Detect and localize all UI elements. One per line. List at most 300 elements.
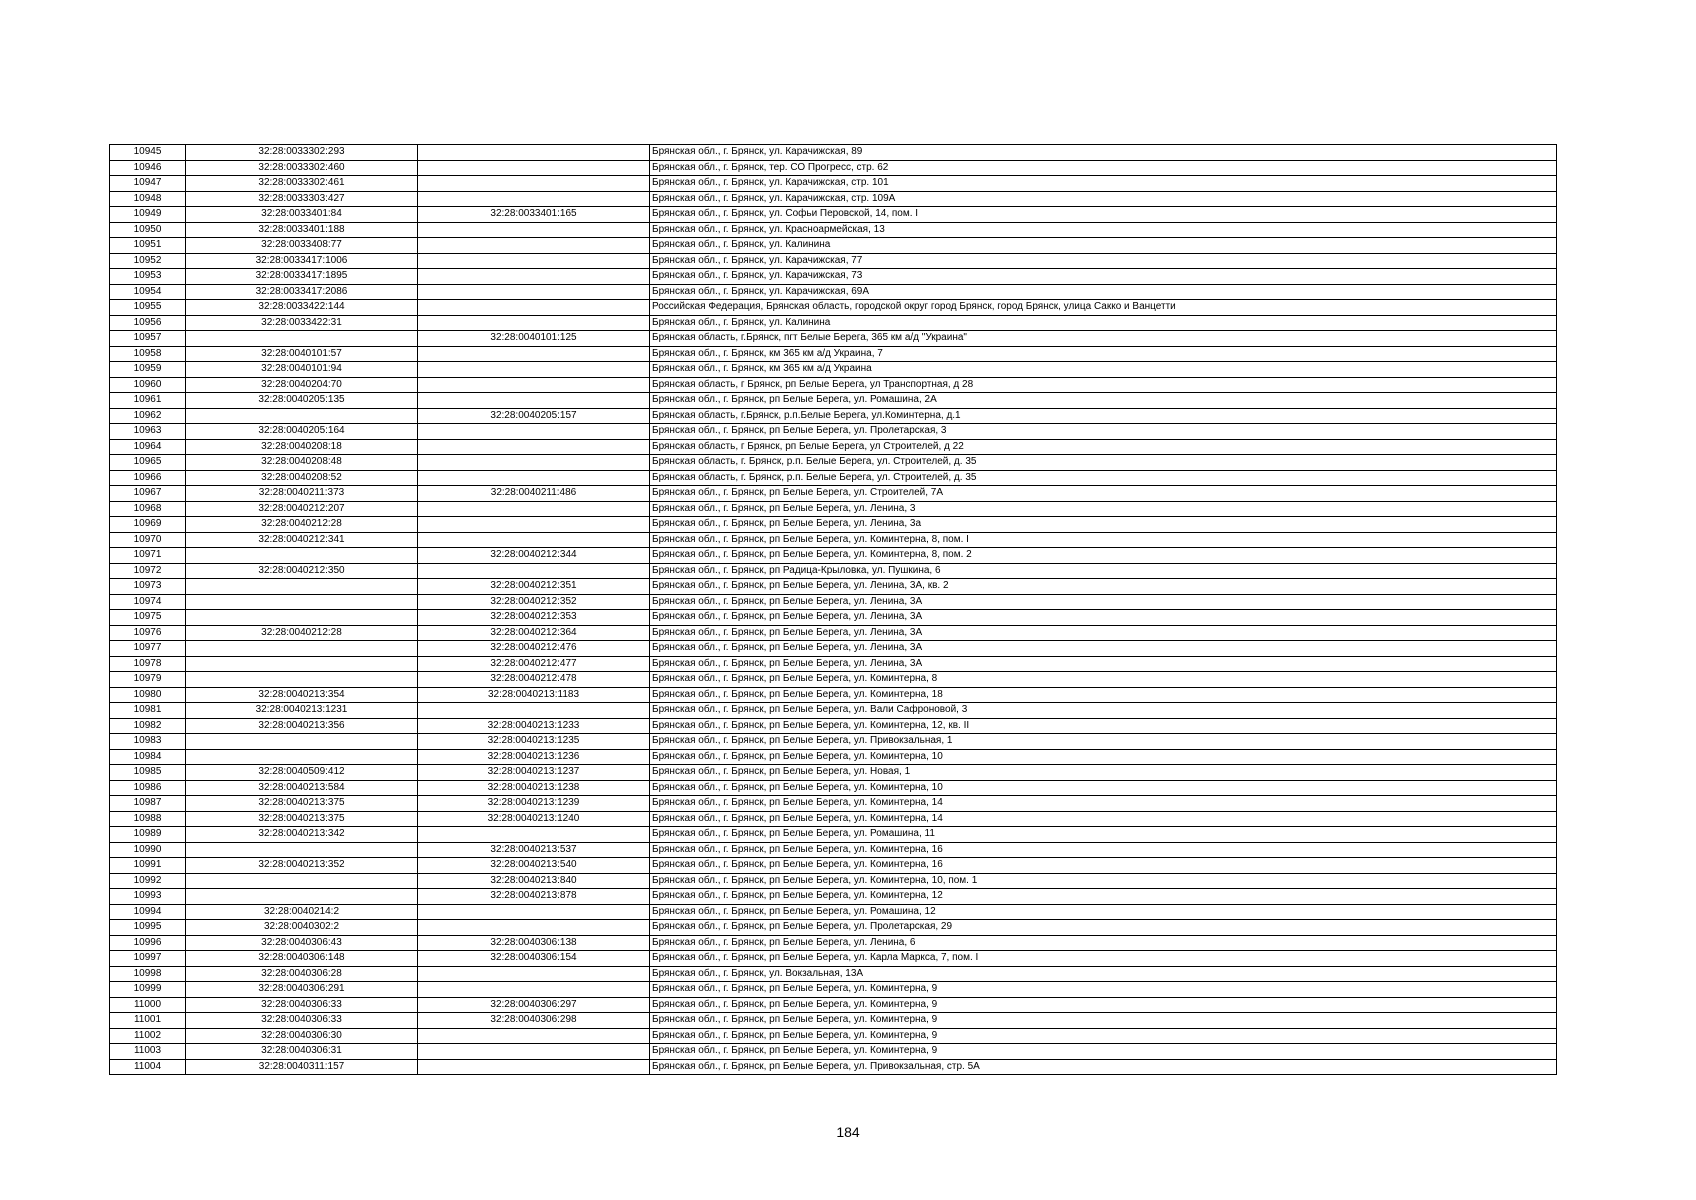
row-number-cell: 11000 — [110, 997, 186, 1013]
address-cell: Брянская обл., г. Брянск, рп Белые Берега, ул. Коминтерна, 8, пом. 2 — [650, 548, 1557, 564]
address-cell: Брянская обл., г. Брянск, рп Белые Берега, ул. Ленина, 3А — [650, 656, 1557, 672]
cadastral-number-cell — [186, 656, 418, 672]
related-cadastral-number-cell — [418, 827, 650, 843]
address-cell: Брянская обл., г. Брянск, рп Белые Берега, ул. Коминтерна, 16 — [650, 858, 1557, 874]
related-cadastral-number-cell — [418, 300, 650, 316]
related-cadastral-number-cell: 32:28:0040306:297 — [418, 997, 650, 1013]
table-row — [110, 346, 1557, 362]
cadastral-number-cell: 32:28:0040208:48 — [186, 455, 418, 471]
address-cell: Брянская обл., г. Брянск, рп Белые Берега, ул. Ромашина, 12 — [650, 904, 1557, 920]
related-cadastral-number-cell: 32:28:0040101:125 — [418, 331, 650, 347]
related-cadastral-number-cell — [418, 362, 650, 378]
address-cell: Брянская обл., г. Брянск, рп Белые Берега, ул. Ленина, 3А — [650, 641, 1557, 657]
related-cadastral-number-cell — [418, 470, 650, 486]
cadastral-number-cell: 32:28:0040311:157 — [186, 1059, 418, 1075]
related-cadastral-number-cell: 32:28:0040213:1233 — [418, 718, 650, 734]
table-row — [110, 1044, 1557, 1060]
address-cell: Брянская обл., г. Брянск, км 365 км а/д Украина — [650, 362, 1557, 378]
table-row — [110, 749, 1557, 765]
address-cell: Брянская обл., г. Брянск, ул. Вокзальная, 13А — [650, 966, 1557, 982]
cadastral-number-cell: 32:28:0040211:373 — [186, 486, 418, 502]
table-row — [110, 408, 1557, 424]
cadastral-number-cell: 32:28:0033401:188 — [186, 222, 418, 238]
table-row — [110, 873, 1557, 889]
cadastral-number-cell: 32:28:0040306:30 — [186, 1028, 418, 1044]
row-number-cell: 10993 — [110, 889, 186, 905]
row-number-cell: 10985 — [110, 765, 186, 781]
address-cell: Брянская обл., г. Брянск, рп Белые Берега, ул. Коминтерна, 10, пом. 1 — [650, 873, 1557, 889]
table-row — [110, 1013, 1557, 1029]
table-row — [110, 548, 1557, 564]
row-number-cell: 10979 — [110, 672, 186, 688]
table-row — [110, 718, 1557, 734]
cadastral-number-cell: 32:28:0040212:350 — [186, 563, 418, 579]
table-row — [110, 641, 1557, 657]
table-row — [110, 207, 1557, 223]
cadastral-number-cell — [186, 594, 418, 610]
table-row — [110, 796, 1557, 812]
address-cell: Брянская обл., г. Брянск, рп Белые Берега, ул. Ленина, 3 — [650, 501, 1557, 517]
address-cell: Брянская обл., г. Брянск, рп Белые Берега, ул. Коминтерна, 14 — [650, 796, 1557, 812]
table-row — [110, 176, 1557, 192]
row-number-cell: 11002 — [110, 1028, 186, 1044]
table-row — [110, 951, 1557, 967]
cadastral-number-cell — [186, 734, 418, 750]
related-cadastral-number-cell — [418, 501, 650, 517]
related-cadastral-number-cell — [418, 393, 650, 409]
address-cell: Брянская обл., г. Брянск, рп Белые Берега, ул. Коминтерна, 10 — [650, 780, 1557, 796]
row-number-cell: 10960 — [110, 377, 186, 393]
related-cadastral-number-cell: 32:28:0040213:1240 — [418, 811, 650, 827]
row-number-cell: 10977 — [110, 641, 186, 657]
row-number-cell: 10972 — [110, 563, 186, 579]
related-cadastral-number-cell: 32:28:0033401:165 — [418, 207, 650, 223]
address-cell: Брянская обл., г. Брянск, рп Белые Берега, ул. Ленина, 6 — [650, 935, 1557, 951]
related-cadastral-number-cell: 32:28:0040213:878 — [418, 889, 650, 905]
address-cell: Брянская обл., г. Брянск, рп Белые Берега, ул. Коминтерна, 9 — [650, 1028, 1557, 1044]
table-row — [110, 858, 1557, 874]
cadastral-number-cell: 32:28:0040213:352 — [186, 858, 418, 874]
row-number-cell: 10969 — [110, 517, 186, 533]
address-cell: Брянская обл., г. Брянск, ул. Карачижская, 69А — [650, 284, 1557, 300]
related-cadastral-number-cell — [418, 563, 650, 579]
table-row — [110, 827, 1557, 843]
related-cadastral-number-cell: 32:28:0040213:1183 — [418, 687, 650, 703]
related-cadastral-number-cell — [418, 176, 650, 192]
address-cell: Брянская обл., г. Брянск, км 365 км а/д Украина, 7 — [650, 346, 1557, 362]
row-number-cell: 10990 — [110, 842, 186, 858]
cadastral-number-cell: 32:28:0040101:57 — [186, 346, 418, 362]
row-number-cell: 10989 — [110, 827, 186, 843]
table-row — [110, 966, 1557, 982]
row-number-cell: 10981 — [110, 703, 186, 719]
table-row — [110, 424, 1557, 440]
cadastral-number-cell — [186, 408, 418, 424]
table-row — [110, 284, 1557, 300]
address-cell: Брянская область, г.Брянск, пгт Белые Берега, 365 км а/д "Украина" — [650, 331, 1557, 347]
address-cell: Брянская обл., г. Брянск, рп Белые Берега, ул. Коминтерна, 16 — [650, 842, 1557, 858]
related-cadastral-number-cell — [418, 315, 650, 331]
related-cadastral-number-cell: 32:28:0040213:1238 — [418, 780, 650, 796]
table-row — [110, 191, 1557, 207]
row-number-cell: 10948 — [110, 191, 186, 207]
cadastral-number-cell — [186, 889, 418, 905]
row-number-cell: 10995 — [110, 920, 186, 936]
cadastral-number-cell: 32:28:0033422:31 — [186, 315, 418, 331]
related-cadastral-number-cell — [418, 1028, 650, 1044]
page-number: 184 — [836, 1124, 860, 1140]
address-cell: Брянская обл., г. Брянск, рп Белые Берега, ул. Новая, 1 — [650, 765, 1557, 781]
related-cadastral-number-cell — [418, 377, 650, 393]
row-number-cell: 11004 — [110, 1059, 186, 1075]
address-cell: Брянская обл., г. Брянск, ул. Карачижская, стр. 101 — [650, 176, 1557, 192]
cadastral-number-cell: 32:28:0040213:342 — [186, 827, 418, 843]
related-cadastral-number-cell: 32:28:0040212:351 — [418, 579, 650, 595]
cadastral-number-cell: 32:28:0033302:460 — [186, 160, 418, 176]
table-row — [110, 656, 1557, 672]
table-row — [110, 889, 1557, 905]
address-cell: Брянская обл., г. Брянск, ул. Калинина — [650, 315, 1557, 331]
cadastral-number-cell: 32:28:0033417:1006 — [186, 253, 418, 269]
related-cadastral-number-cell — [418, 222, 650, 238]
related-cadastral-number-cell: 32:28:0040213:1235 — [418, 734, 650, 750]
row-number-cell: 10999 — [110, 982, 186, 998]
related-cadastral-number-cell — [418, 439, 650, 455]
address-cell: Брянская область, г Брянск, рп Белые Берега, ул Строителей, д 22 — [650, 439, 1557, 455]
row-number-cell: 10965 — [110, 455, 186, 471]
related-cadastral-number-cell — [418, 1059, 650, 1075]
row-number-cell: 10945 — [110, 145, 186, 161]
related-cadastral-number-cell: 32:28:0040306:154 — [418, 951, 650, 967]
row-number-cell: 10959 — [110, 362, 186, 378]
address-cell: Брянская обл., г. Брянск, рп Белые Берега, ул. Ленина, 3А, кв. 2 — [650, 579, 1557, 595]
table-row — [110, 470, 1557, 486]
table-row — [110, 703, 1557, 719]
address-cell: Брянская обл., г. Брянск, ул. Карачижская, 73 — [650, 269, 1557, 285]
cadastral-number-cell: 32:28:0040509:412 — [186, 765, 418, 781]
table-row — [110, 842, 1557, 858]
address-cell: Брянская обл., г. Брянск, рп Белые Берега, ул. Коминтерна, 9 — [650, 1013, 1557, 1029]
cadastral-number-cell: 32:28:0040302:2 — [186, 920, 418, 936]
cadastral-number-cell: 32:28:0040214:2 — [186, 904, 418, 920]
cadastral-number-cell — [186, 672, 418, 688]
cadastral-number-cell: 32:28:0040306:33 — [186, 1013, 418, 1029]
cadastral-number-cell — [186, 331, 418, 347]
row-number-cell: 10984 — [110, 749, 186, 765]
address-cell: Брянская обл., г. Брянск, рп Белые Берега, ул. Привокзальная, 1 — [650, 734, 1557, 750]
cadastral-number-cell: 32:28:0040306:33 — [186, 997, 418, 1013]
related-cadastral-number-cell: 32:28:0040213:540 — [418, 858, 650, 874]
related-cadastral-number-cell — [418, 238, 650, 254]
address-cell: Брянская обл., г. Брянск, ул. Красноармейская, 13 — [650, 222, 1557, 238]
address-cell: Брянская область, г. Брянск, р.п. Белые Берега, ул. Строителей, д. 35 — [650, 455, 1557, 471]
cadastral-number-cell: 32:28:0033302:461 — [186, 176, 418, 192]
cadastral-number-cell — [186, 873, 418, 889]
row-number-cell: 10952 — [110, 253, 186, 269]
row-number-cell: 10958 — [110, 346, 186, 362]
table-row — [110, 393, 1557, 409]
table-row — [110, 935, 1557, 951]
related-cadastral-number-cell — [418, 145, 650, 161]
table-row — [110, 579, 1557, 595]
address-cell: Брянская обл., г. Брянск, рп Белые Берега, ул. Ленина, 3А — [650, 610, 1557, 626]
table-row — [110, 160, 1557, 176]
table-row — [110, 269, 1557, 285]
related-cadastral-number-cell: 32:28:0040213:1237 — [418, 765, 650, 781]
row-number-cell: 10975 — [110, 610, 186, 626]
row-number-cell: 10953 — [110, 269, 186, 285]
cadastral-number-cell: 32:28:0040204:70 — [186, 377, 418, 393]
table-row — [110, 517, 1557, 533]
table-row — [110, 765, 1557, 781]
cadastral-number-cell: 32:28:0040213:375 — [186, 811, 418, 827]
related-cadastral-number-cell: 32:28:0040212:364 — [418, 625, 650, 641]
table-row — [110, 563, 1557, 579]
table-row — [110, 439, 1557, 455]
address-cell: Брянская обл., г. Брянск, рп Белые Берега, ул. Коминтерна, 9 — [650, 982, 1557, 998]
related-cadastral-number-cell — [418, 269, 650, 285]
address-cell: Брянская обл., г. Брянск, рп Белые Берега, ул. Коминтерна, 10 — [650, 749, 1557, 765]
table-row — [110, 594, 1557, 610]
related-cadastral-number-cell — [418, 966, 650, 982]
cadastral-number-cell — [186, 749, 418, 765]
row-number-cell: 10951 — [110, 238, 186, 254]
cadastral-number-cell: 32:28:0040306:43 — [186, 935, 418, 951]
address-cell: Брянская обл., г. Брянск, рп Белые Берега, ул. Коминтерна, 9 — [650, 997, 1557, 1013]
related-cadastral-number-cell: 32:28:0040306:298 — [418, 1013, 650, 1029]
row-number-cell: 10947 — [110, 176, 186, 192]
related-cadastral-number-cell — [418, 346, 650, 362]
address-cell: Брянская обл., г. Брянск, рп Белые Берега, ул. Ленина, 3А — [650, 594, 1557, 610]
table-row — [110, 1028, 1557, 1044]
table-body — [110, 145, 1557, 1075]
row-number-cell: 10946 — [110, 160, 186, 176]
table-row — [110, 300, 1557, 316]
cadastral-number-cell: 32:28:0040306:28 — [186, 966, 418, 982]
address-cell: Брянская обл., г. Брянск, рп Белые Берега, ул. Коминтерна, 8, пом. I — [650, 532, 1557, 548]
address-cell: Брянская обл., г. Брянск, рп Белые Берега, ул. Пролетарская, 29 — [650, 920, 1557, 936]
row-number-cell: 11003 — [110, 1044, 186, 1060]
address-cell: Брянская обл., г. Брянск, рп Белые Берега, ул. Коминтерна, 12, кв. II — [650, 718, 1557, 734]
address-cell: Брянская обл., г. Брянск, ул. Софьи Перовской, 14, пом. I — [650, 207, 1557, 223]
related-cadastral-number-cell — [418, 904, 650, 920]
row-number-cell: 10963 — [110, 424, 186, 440]
table-row — [110, 672, 1557, 688]
table-row — [110, 532, 1557, 548]
address-cell: Российская Федерация, Брянская область, городской округ город Брянск, город Брянск, улица Сакко и Ванцетти — [650, 300, 1557, 316]
row-number-cell: 10982 — [110, 718, 186, 734]
table-row — [110, 625, 1557, 641]
address-cell: Брянская обл., г. Брянск, ул. Калинина — [650, 238, 1557, 254]
address-cell: Брянская обл., г. Брянск, рп Радица-Крыловка, ул. Пушкина, 6 — [650, 563, 1557, 579]
related-cadastral-number-cell: 32:28:0040213:1236 — [418, 749, 650, 765]
address-cell: Брянская обл., г. Брянск, рп Белые Берега, ул. Коминтерна, 14 — [650, 811, 1557, 827]
related-cadastral-number-cell: 32:28:0040212:476 — [418, 641, 650, 657]
table-row — [110, 501, 1557, 517]
row-number-cell: 10980 — [110, 687, 186, 703]
row-number-cell: 10994 — [110, 904, 186, 920]
row-number-cell: 10961 — [110, 393, 186, 409]
address-cell: Брянская обл., г. Брянск, тер. СО Прогресс, стр. 62 — [650, 160, 1557, 176]
row-number-cell: 10987 — [110, 796, 186, 812]
address-cell: Брянская обл., г. Брянск, рп Белые Берега, ул. Коминтерна, 12 — [650, 889, 1557, 905]
related-cadastral-number-cell — [418, 284, 650, 300]
cadastral-number-cell: 32:28:0040212:207 — [186, 501, 418, 517]
cadastral-number-cell: 32:28:0040205:164 — [186, 424, 418, 440]
address-cell: Брянская обл., г. Брянск, рп Белые Берега, ул. Пролетарская, 3 — [650, 424, 1557, 440]
related-cadastral-number-cell: 32:28:0040212:344 — [418, 548, 650, 564]
cadastral-number-cell: 32:28:0040101:94 — [186, 362, 418, 378]
table-row — [110, 455, 1557, 471]
row-number-cell: 11001 — [110, 1013, 186, 1029]
related-cadastral-number-cell — [418, 191, 650, 207]
address-cell: Брянская обл., г. Брянск, рп Белые Берега, ул. Ромашина, 11 — [650, 827, 1557, 843]
cadastral-number-cell — [186, 579, 418, 595]
cadastral-number-cell: 32:28:0040208:52 — [186, 470, 418, 486]
table-row — [110, 331, 1557, 347]
cadastral-number-cell — [186, 610, 418, 626]
address-cell: Брянская обл., г. Брянск, рп Белые Берега, ул. Карла Маркса, 7, пом. I — [650, 951, 1557, 967]
row-number-cell: 10968 — [110, 501, 186, 517]
address-cell: Брянская обл., г. Брянск, рп Белые Берега, ул. Коминтерна, 9 — [650, 1044, 1557, 1060]
address-cell: Брянская обл., г. Брянск, рп Белые Берега, ул. Коминтерна, 18 — [650, 687, 1557, 703]
cadastral-number-cell: 32:28:0033408:77 — [186, 238, 418, 254]
address-cell: Брянская обл., г. Брянск, рп Белые Берега, ул. Вали Сафроновой, 3 — [650, 703, 1557, 719]
address-cell: Брянская обл., г. Брянск, рп Белые Берега, ул. Строителей, 7А — [650, 486, 1557, 502]
related-cadastral-number-cell: 32:28:0040212:353 — [418, 610, 650, 626]
table-row — [110, 486, 1557, 502]
address-cell: Брянская область, г Брянск, рп Белые Берега, ул Транспортная, д 28 — [650, 377, 1557, 393]
table-row — [110, 315, 1557, 331]
address-cell: Брянская область, г. Брянск, р.п. Белые Берега, ул. Строителей, д. 35 — [650, 470, 1557, 486]
row-number-cell: 10991 — [110, 858, 186, 874]
row-number-cell: 10978 — [110, 656, 186, 672]
row-number-cell: 10956 — [110, 315, 186, 331]
cadastral-number-cell: 32:28:0040212:28 — [186, 625, 418, 641]
related-cadastral-number-cell: 32:28:0040211:486 — [418, 486, 650, 502]
cadastral-number-cell: 32:28:0033422:144 — [186, 300, 418, 316]
row-number-cell: 10957 — [110, 331, 186, 347]
cadastral-number-cell — [186, 548, 418, 564]
cadastral-number-cell: 32:28:0040306:31 — [186, 1044, 418, 1060]
row-number-cell: 10962 — [110, 408, 186, 424]
related-cadastral-number-cell — [418, 424, 650, 440]
table-row — [110, 610, 1557, 626]
address-cell: Брянская обл., г. Брянск, рп Белые Берега, ул. Ленина, 3А — [650, 625, 1557, 641]
cadastral-number-cell: 32:28:0040213:375 — [186, 796, 418, 812]
row-number-cell: 10974 — [110, 594, 186, 610]
table-row — [110, 734, 1557, 750]
cadastral-number-cell — [186, 842, 418, 858]
row-number-cell: 10998 — [110, 966, 186, 982]
cadastral-number-cell — [186, 641, 418, 657]
table-row — [110, 997, 1557, 1013]
row-number-cell: 10988 — [110, 811, 186, 827]
cadastral-number-cell: 32:28:0040306:291 — [186, 982, 418, 998]
address-cell: Брянская обл., г. Брянск, рп Белые Берега, ул. Коминтерна, 8 — [650, 672, 1557, 688]
table-row — [110, 222, 1557, 238]
related-cadastral-number-cell: 32:28:0040306:138 — [418, 935, 650, 951]
row-number-cell: 10986 — [110, 780, 186, 796]
related-cadastral-number-cell — [418, 160, 650, 176]
row-number-cell: 10996 — [110, 935, 186, 951]
table-row — [110, 377, 1557, 393]
row-number-cell: 10970 — [110, 532, 186, 548]
cadastral-number-cell: 32:28:0040208:18 — [186, 439, 418, 455]
address-cell: Брянская обл., г. Брянск, ул. Карачижская, стр. 109А — [650, 191, 1557, 207]
row-number-cell: 10950 — [110, 222, 186, 238]
address-cell: Брянская обл., г. Брянск, рп Белые Берега, ул. Ромашина, 2А — [650, 393, 1557, 409]
cadastral-number-cell: 32:28:0040213:356 — [186, 718, 418, 734]
row-number-cell: 10964 — [110, 439, 186, 455]
related-cadastral-number-cell — [418, 982, 650, 998]
cadastral-number-cell: 32:28:0040212:341 — [186, 532, 418, 548]
address-cell: Брянская обл., г. Брянск, рп Белые Берега, ул. Привокзальная, стр. 5А — [650, 1059, 1557, 1075]
row-number-cell: 10967 — [110, 486, 186, 502]
table-row — [110, 982, 1557, 998]
row-number-cell: 10971 — [110, 548, 186, 564]
table-row — [110, 1059, 1557, 1075]
table-row — [110, 238, 1557, 254]
row-number-cell: 10954 — [110, 284, 186, 300]
table-row — [110, 780, 1557, 796]
related-cadastral-number-cell: 32:28:0040213:840 — [418, 873, 650, 889]
address-cell: Брянская обл., г. Брянск, рп Белые Берега, ул. Ленина, 3а — [650, 517, 1557, 533]
cadastral-number-cell: 32:28:0040213:354 — [186, 687, 418, 703]
table-row — [110, 687, 1557, 703]
cadastral-number-cell: 32:28:0040213:1231 — [186, 703, 418, 719]
related-cadastral-number-cell — [418, 517, 650, 533]
row-number-cell: 10997 — [110, 951, 186, 967]
row-number-cell: 10992 — [110, 873, 186, 889]
cadastral-number-cell: 32:28:0040212:28 — [186, 517, 418, 533]
address-cell: Брянская обл., г. Брянск, ул. Карачижская, 77 — [650, 253, 1557, 269]
data-table — [109, 144, 1557, 1075]
table-row — [110, 362, 1557, 378]
related-cadastral-number-cell — [418, 253, 650, 269]
cadastral-number-cell: 32:28:0033417:2086 — [186, 284, 418, 300]
related-cadastral-number-cell: 32:28:0040212:352 — [418, 594, 650, 610]
row-number-cell: 10966 — [110, 470, 186, 486]
related-cadastral-number-cell — [418, 455, 650, 471]
table-row — [110, 811, 1557, 827]
related-cadastral-number-cell: 32:28:0040212:478 — [418, 672, 650, 688]
row-number-cell: 10973 — [110, 579, 186, 595]
table-row — [110, 145, 1557, 161]
table-row — [110, 253, 1557, 269]
related-cadastral-number-cell — [418, 920, 650, 936]
cadastral-number-cell: 32:28:0033302:293 — [186, 145, 418, 161]
row-number-cell: 10949 — [110, 207, 186, 223]
address-cell: Брянская область, г.Брянск, р.п.Белые Берега, ул.Коминтерна, д.1 — [650, 408, 1557, 424]
address-cell: Брянская обл., г. Брянск, ул. Карачижская, 89 — [650, 145, 1557, 161]
related-cadastral-number-cell: 32:28:0040213:537 — [418, 842, 650, 858]
related-cadastral-number-cell: 32:28:0040212:477 — [418, 656, 650, 672]
cadastral-number-cell: 32:28:0040205:135 — [186, 393, 418, 409]
related-cadastral-number-cell — [418, 703, 650, 719]
cadastral-number-cell: 32:28:0033303:427 — [186, 191, 418, 207]
related-cadastral-number-cell — [418, 532, 650, 548]
table-row — [110, 904, 1557, 920]
cadastral-number-cell: 32:28:0033401:84 — [186, 207, 418, 223]
table-row — [110, 920, 1557, 936]
row-number-cell: 10976 — [110, 625, 186, 641]
related-cadastral-number-cell: 32:28:0040205:157 — [418, 408, 650, 424]
row-number-cell: 10983 — [110, 734, 186, 750]
related-cadastral-number-cell — [418, 1044, 650, 1060]
related-cadastral-number-cell: 32:28:0040213:1239 — [418, 796, 650, 812]
cadastral-number-cell: 32:28:0040213:584 — [186, 780, 418, 796]
